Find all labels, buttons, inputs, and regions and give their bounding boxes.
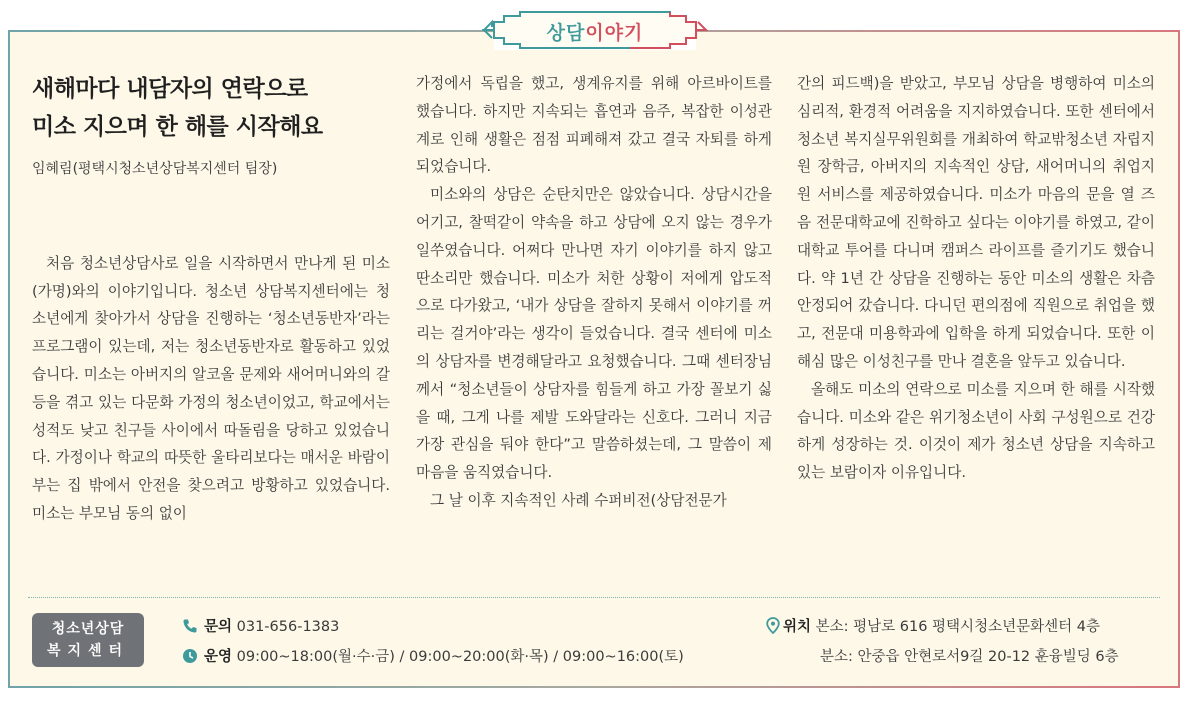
location-label: 위치 bbox=[783, 619, 812, 635]
hours-label: 운영 bbox=[204, 649, 233, 665]
headline-line-2: 미소 지으며 한 해를 시작해요 bbox=[32, 114, 323, 140]
location-main-branch: 본소: 평남로 616 평택시청소년문화센터 4층 bbox=[815, 619, 1100, 635]
center-badge bbox=[32, 613, 144, 667]
badge-line-1: 청소년상담 bbox=[51, 621, 125, 637]
section-banner bbox=[480, 10, 710, 50]
location-sub-branch: 분소: 안중읍 안현로서9길 20-12 훈융빌딩 6층 bbox=[820, 649, 1119, 665]
article-column-1 bbox=[32, 70, 390, 528]
banner-title bbox=[480, 18, 710, 45]
article-column-2 bbox=[416, 70, 772, 515]
headline-line-1: 새해마다 내담자의 연락으로 bbox=[32, 76, 308, 102]
phone-icon bbox=[182, 618, 198, 638]
frame-bottom-border bbox=[8, 686, 1180, 688]
paragraph: 간의 피드백)을 받았고, 부모님 상담을 병행하여 미소의 심리적, 환경적 어려움을 지지하였습니다. 또한 센터에서 청소년 복지실무위원회를 개최하여 학교밖청소년 자립지원 장학금, 아버지의 지속적인 상담, 새어머니의 취업지원 서비스를 제공하였습니다. 미소가 마음의 문을 열 즈음 전문대학교에 진학하고 싶다는 이야기를 하였고, 같이 대학교 투어를 다니며 캠퍼스 라이프를 즐기기도 했습니다. 약 1년 간 상담을 진행하는 동안 미소의 생활은 차츰 안정되어 갔습니다. 다니던 편의점에 직원으로 취업을 했고, 전문대 미용학과에 입학을 하게 되었습니다. 또한 이해심 많은 이성친구를 만나 결혼을 앞두고 있습니다. bbox=[797, 75, 1155, 370]
hours-info bbox=[182, 645, 684, 668]
paragraph: 올해도 미소의 연락으로 미소를 지으며 한 해를 시작했습니다. 미소와 같은 위기청소년이 사회 구성원으로 건강하게 성장하는 것. 이것이 제가 청소년 상담을 지속하고 있는 보람이자 이유입니다. bbox=[797, 380, 1155, 482]
contact-phone[interactable]: 031-656-1383 bbox=[236, 619, 340, 635]
article-column-3 bbox=[797, 70, 1155, 487]
banner-title-part2: 이야기 bbox=[585, 22, 644, 44]
contact-info bbox=[182, 615, 339, 638]
hours-value: 09:00~18:00(월·수·금) / 09:00~20:00(화·목) / 09:00~16:00(토) bbox=[236, 649, 684, 665]
location-branch-info bbox=[820, 645, 1119, 666]
location-info bbox=[766, 615, 1100, 638]
paragraph: 그 날 이후 지속적인 사례 수퍼비전(상담전문가 bbox=[430, 491, 727, 509]
paragraph: 미소와의 상담은 순탄치만은 않았습니다. 상담시간을 어기고, 찰떡같이 약속을 하고 상담에 오지 않는 경우가 일쑤였습니다. 어쩌다 만나면 자기 이야기를 하지 않고 딴소리만 했습니다. 미소가 처한 상황이 저에게 압도적으로 다가왔고, ‘내가 상담을 잘하지 못해서 이야기를 꺼리는 걸거야’라는 생각이 들었습니다. 결국 센터에 미소의 상담자를 변경해달라고 요청했습니다. 그때 센터장님께서 “청소년들이 상담자를 힘들게 하고 가장 꼴보기 싫을 때, 그게 나를 제발 도와달라는 신호다. 그러니 지금 가장 관심을 둬야 한다”고 말씀하셨는데, 그 말씀이 제 마음을 움직였습니다. bbox=[416, 186, 772, 482]
paragraph: 처음 청소년상담사로 일을 시작하면서 만나게 된 미소(가명)와의 이야기입니다. 청소년 상담복지센터에는 청소년에게 찾아가서 상담을 진행하는 ‘청소년동반자’라는 프로그램이 있는데, 저는 청소년동반자로 활동하고 있었습니다. 미소는 아버지의 알코올 문제와 새어머니와의 갈등을 겪고 있는 다문화 가정의 청소년이었고, 학교에서는 성적도 낮고 친구들 사이에서 따돌림을 당하고 있었습니다. 가정이나 학교의 따뜻한 울타리보다는 매서운 바람이 부는 집 밖에서 안전을 찾으려고 방황하고 있었습니다. 미소는 부모님 동의 없이 bbox=[32, 254, 390, 522]
article-author: 임혜림(평택시청소년상담복지센터 팀장) bbox=[32, 161, 278, 177]
paragraph: 가정에서 독립을 했고, 생계유지를 위해 아르바이트를 했습니다. 하지만 지속되는 흡연과 음주, 복잡한 이성관계로 인해 생활은 점점 피폐해져 갔고 결국 자퇴를 하게 되었습니다. bbox=[416, 75, 772, 176]
contact-label: 문의 bbox=[204, 619, 233, 635]
badge-line-2: 복지센터 bbox=[46, 643, 130, 659]
banner-title-part1: 상담 bbox=[546, 22, 586, 44]
clock-icon bbox=[182, 648, 198, 668]
location-pin-icon bbox=[766, 617, 780, 638]
article-headline bbox=[32, 70, 390, 146]
footer-divider bbox=[28, 597, 1160, 598]
